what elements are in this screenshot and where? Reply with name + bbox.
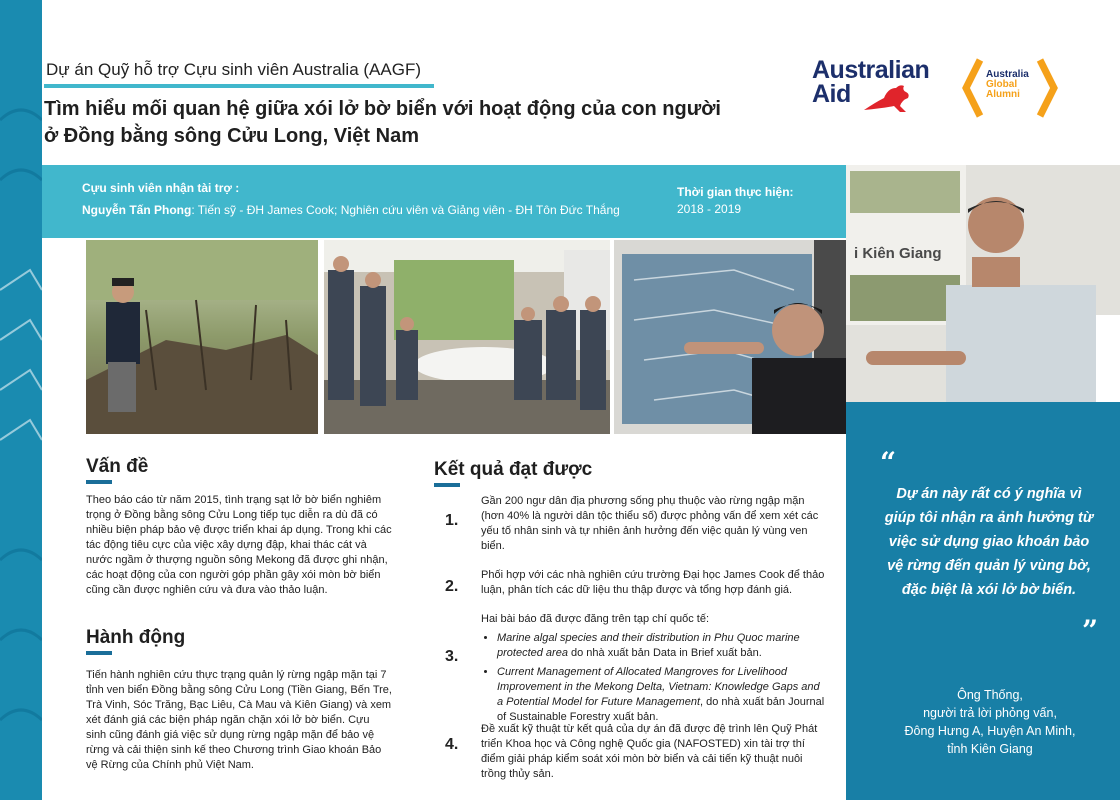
results-title: Kết quả đạt được: [434, 459, 593, 480]
quote-open-mark: “: [880, 446, 897, 479]
grantee-desc: : Tiến sỹ - ĐH James Cook; Nghiên cứu viên và Giảng viên - ĐH Tôn Đức Thắng: [191, 203, 620, 217]
publication-title: Marine algal species and their distribution in Phu Quoc marine protected area: [497, 632, 800, 659]
time-value: 2018 - 2019: [677, 202, 742, 216]
problem-title: Vấn đề: [86, 456, 149, 477]
attrib-line-2: người trả lời phỏng vấn,: [923, 706, 1057, 720]
grantee-label: Cựu sinh viên nhận tài trợ :: [82, 181, 240, 195]
left-decorative-strip: [0, 0, 42, 800]
mangrove-photo-icon: [86, 240, 318, 434]
photo-interviewee: [846, 165, 1120, 402]
result-text: Phối hợp với các nhà nghiên cứu trường Đại học James Cook để thảo luận, phân tích các dữ liệu thu thập được và tổng hợp đánh giá.: [481, 569, 825, 596]
grantee-line: [82, 203, 620, 217]
grantee-info-band: [42, 165, 846, 238]
title-line-2: ở Đồng bằng sông Cửu Long, Việt Nam: [44, 125, 419, 147]
result-text-block: [481, 612, 826, 729]
researcher-photo-icon: [614, 240, 846, 434]
publication-publisher: do nhà xuất bản Data in Brief xuất bản.: [567, 647, 762, 659]
attrib-line-4: tỉnh Kiên Giang: [947, 742, 1033, 756]
result-text: Đề xuất kỹ thuật từ kết quả của dự án đã được đệ trình lên Quỹ Phát triển Khoa học và Công nghệ Quốc gia (NAFOSTED) xin tài trợ thí điểm giải pháp kiểm soát xói mòn bờ biển và cải tiến kỹ thuật nuôi trồng thủy sản.: [481, 723, 818, 780]
result-number: 2.: [445, 578, 459, 595]
kangaroo-icon: [862, 82, 920, 114]
map-sign-text: i Kiên Giang: [854, 245, 942, 262]
aus-aid-word-1: Australian: [812, 56, 930, 84]
action-text: Tiến hành nghiên cứu thực trạng quản lý rừng ngập mặn tại 7 tỉnh ven biển Đồng bằng sông Cửu Long (Tiền Giang, Bến Tre, Trà Vinh, Sóc Trăng, Bạc Liêu, Cà Mau và Kiên Giang) và xem xét đánh giá các biện pháp ngăn chặn xói lở bờ biển. Cựu sinh cũng đánh giá việc sử dụng rừng ngập mặn để bảo vệ rừng và cải thiện sinh kế theo Chương trình Giao khoán Bảo vệ Rừng của Chính phủ Việt Nam.: [86, 669, 392, 771]
result-text: Gần 200 ngư dân địa phương sống phụ thuộc vào rừng ngập mặn (hơn 40% là người dân tộc thiểu số) được phỏng vấn để xem xét các yếu tố nhân sinh và tự nhiên ảnh hưởng đến việc quản lý vùng ven biển.: [481, 495, 819, 552]
meeting-photo-icon: [324, 240, 610, 434]
title-line-1: Tìm hiểu mối quan hệ giữa xói lở bờ biển với hoạt động của con người: [44, 98, 721, 120]
quote-attribution: [872, 686, 1108, 758]
photo-community-meeting: [324, 240, 610, 434]
problem-title-bar: [86, 480, 112, 484]
result-item-3: [431, 612, 831, 722]
problem-text: Theo báo cáo từ năm 2015, tình trạng sạt lở bờ biển nghiêm trọng ở Đồng bằng sông Cửu Long tiếp tục diễn ra dù đã có nhiều biện pháp bảo vệ được triển khai áp dụng. Trong khi các tác động tiêu cực của việc xây dựng đập, khai thác cát và nước ngầm ở thượng nguồn sông Mekong đã được ghi nhận, các hoạt động của con người góp phần gây xói mòn bờ biển cũng cần được nghiên cứu và đưa vào thảo luận.: [86, 494, 392, 596]
action-title: Hành động: [86, 627, 186, 648]
alumni-line-2: Global: [986, 79, 1018, 90]
project-kicker: Dự án Quỹ hỗ trợ Cựu sinh viên Australia (AAGF): [46, 60, 421, 79]
result-number: 4.: [445, 736, 459, 753]
kicker-underline: [44, 84, 434, 88]
quote-text: Dự án này rất có ý nghĩa vì giúp tôi nhận ra ảnh hưởng từ việc sử dụng giao khoán bảo vệ rừng đến quản lý vùng bờ, đặc biệt là xói lở bờ biển.: [884, 486, 1094, 598]
global-alumni-logo: [960, 56, 1060, 120]
publication-publisher: , do nhà xuất bản Journal of Sustainable Forestry xuất bản.: [497, 696, 825, 723]
result-number: 1.: [445, 512, 459, 529]
quote-close-mark: ”: [1082, 614, 1099, 647]
publication-title: Current Management of Allocated Mangroves for Livelihood Improvement in the Mekong Delta, Vietnam: Knowledge Gaps and a Potential Model for Future Management: [497, 666, 820, 708]
photo-researcher-map: [614, 240, 846, 434]
publication-list: [481, 631, 826, 725]
publication-item: [497, 631, 826, 661]
aus-aid-word-2: Aid: [812, 80, 851, 108]
interviewee-photo-icon: [846, 165, 1120, 402]
australian-aid-logo: [812, 58, 942, 106]
attrib-line-3: Đông Hưng A, Huyện An Minh,: [904, 724, 1076, 738]
alumni-line-1: Australia: [986, 69, 1029, 80]
time-label: Thời gian thực hiện:: [677, 185, 794, 199]
result-number: 3.: [445, 648, 459, 665]
result-item-2: [431, 568, 831, 602]
result-item-1: [431, 494, 831, 554]
results-title-bar: [434, 483, 460, 487]
wave-pattern-icon: [0, 0, 42, 800]
attrib-line-1: Ông Thống,: [957, 688, 1023, 702]
alumni-line-3: Alumni: [986, 89, 1020, 100]
alumni-text: [986, 70, 1029, 100]
action-title-bar: [86, 651, 112, 655]
grantee-name: Nguyễn Tấn Phong: [82, 203, 192, 217]
publication-item: [497, 665, 826, 725]
photo-mangrove-field: [86, 240, 318, 434]
page-title: [44, 96, 774, 150]
result-text: Hai bài báo đã được đăng trên tạp chí quốc tế:: [481, 613, 710, 625]
result-item-4: [431, 722, 831, 784]
